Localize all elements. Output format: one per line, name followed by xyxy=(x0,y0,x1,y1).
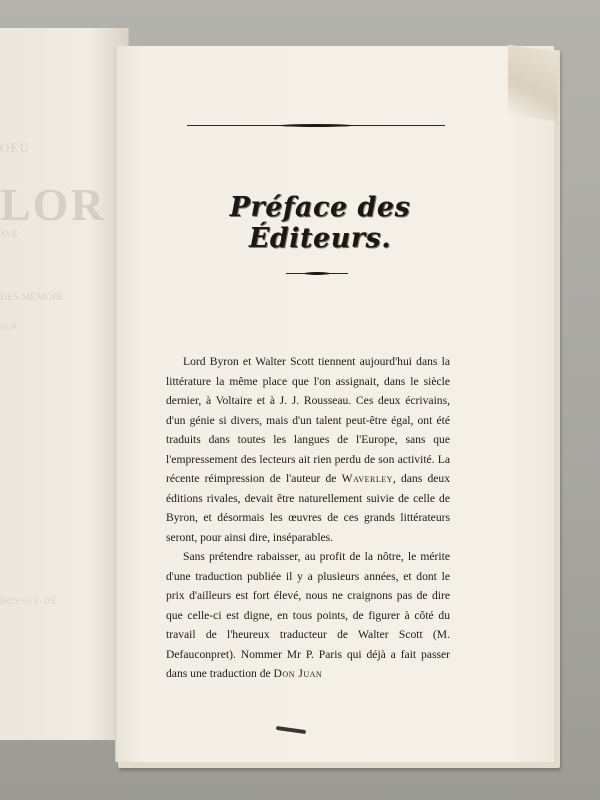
left-page-text: LOR xyxy=(0,179,106,230)
left-page-text: DES MÉMOIR xyxy=(0,292,63,303)
paragraph-text: , dans deux éditions rivales, devait être naturellement suivie de celle de Byron, et désormais les œuvres de ces grands littérateurs seront, pour ainsi dire, inséparables. xyxy=(166,472,451,544)
page-title: Préface des Éditeurs. xyxy=(229,192,411,254)
book-title: Don Juan xyxy=(273,667,323,680)
body-text xyxy=(166,352,450,684)
paragraph-text: Lord Byron et Walter Scott tiennent aujourd'hui dans la littérature la même place que l'on assignait, dans le siècle dernier, à Voltaire et à J. J. Rousseau. Ces deux écrivains, d'un génie si divers, mais d'un talent peut-être égal, ont été traduits dans toutes les langues de l'Europe, sans que l'empressement des lecteurs ait rien perdu de son activité. La récente réimpression de l'auteur de xyxy=(166,355,450,485)
paragraph-text: Sans prétendre rabaisser, au profit de la nôtre, le mérite d'une traduction publiée il y a plusieurs années, et dont le prix d'ailleurs est fort élevé, nous ne craignons pas de dire que celle-ci est digne, en tous points, de figurer à côté du travail de l'heureux traducteur de Walter Scott (M. Defauconpret). Nommer Mr P. Paris qui déjà a fait passer dans une traduction de xyxy=(166,550,450,680)
left-page-text: AVE xyxy=(0,229,18,239)
ornamental-rule xyxy=(187,124,445,128)
ornamental-rule xyxy=(286,272,348,275)
paragraph xyxy=(166,352,450,547)
left-page-text: BOSSEY-DE xyxy=(0,596,58,606)
left-page-text: SUP xyxy=(0,322,17,332)
left-page-text: OEU xyxy=(0,140,30,155)
frayed-corner xyxy=(508,44,558,121)
book-title: Waverley xyxy=(341,472,393,485)
paragraph xyxy=(166,547,450,684)
left-page xyxy=(0,28,129,740)
